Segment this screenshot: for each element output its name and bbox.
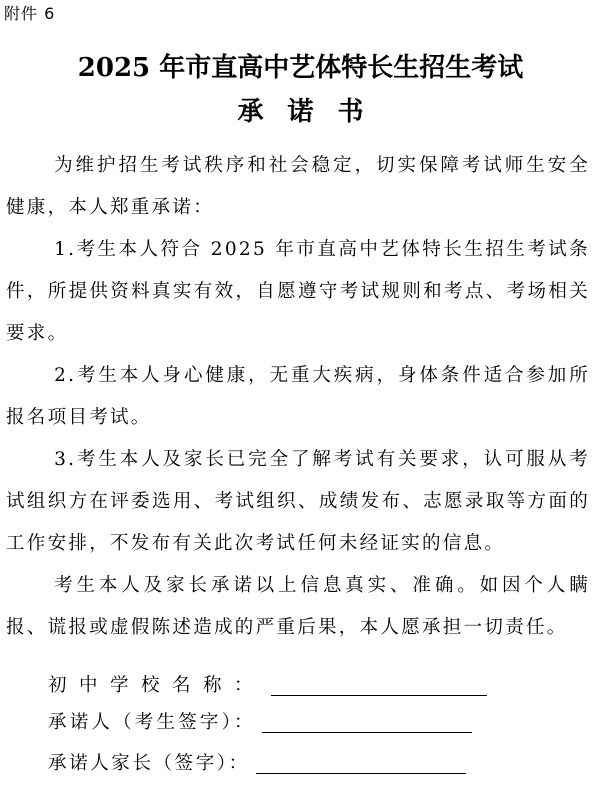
parent-signature-row bbox=[48, 751, 466, 777]
student-signature-label: 承诺人（考生签字）： bbox=[48, 712, 256, 733]
document-title: 2025 年市直高中艺体特长生招生考试 bbox=[77, 53, 524, 83]
pledge-item-3: 3.考生本人及家长已完全了解考试有关要求，认可服从考试组织方在评委选用、考试组织、成绩发布、志愿录取等方面的工作安排，不发布有关此次考试任何未经证实的信息。 bbox=[6, 449, 590, 554]
pledge-body bbox=[6, 145, 590, 649]
closing-paragraph: 考生本人及家长承诺以上信息真实、准确。如因个人瞒报、谎报或虚假陈述造成的严重后果，本人愿承担一切责任。 bbox=[6, 575, 590, 638]
document-subtitle: 承诺书 bbox=[237, 97, 388, 127]
school-name-blank[interactable] bbox=[271, 675, 487, 696]
intro-paragraph: 为维护招生考试秩序和社会稳定，切实保障考试师生安全健康，本人郑重承诺： bbox=[6, 155, 590, 218]
parent-signature-blank[interactable] bbox=[256, 753, 466, 774]
pledge-item-2: 2.考生本人身心健康，无重大疾病，身体条件适合参加所报名项目考试。 bbox=[6, 365, 590, 428]
attachment-label: 附件 6 bbox=[4, 4, 56, 23]
student-signature-blank[interactable] bbox=[262, 712, 472, 733]
student-signature-row bbox=[48, 710, 472, 736]
pledge-item-1: 1.考生本人符合 2025 年市直高中艺体特长生招生考试条件，所提供资料真实有效，自愿遵守考试规则和考点、考场相关要求。 bbox=[6, 239, 590, 344]
school-name-row bbox=[48, 673, 487, 699]
school-name-label: 初中学校名称： bbox=[48, 675, 266, 696]
parent-signature-label: 承诺人家长（签字）： bbox=[48, 753, 250, 774]
